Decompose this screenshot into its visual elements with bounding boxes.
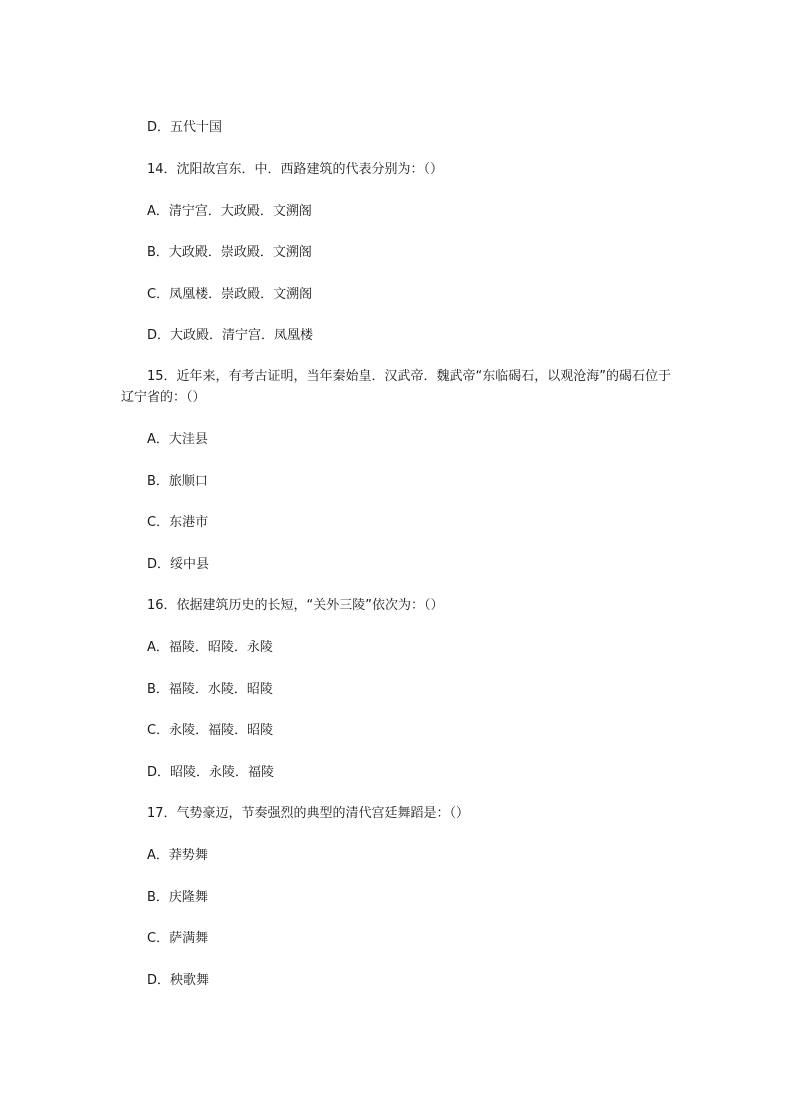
q15-question: 15．近年来，有考古证明，当年秦始皇．汉武帝．魏武帝“东临碣石，以观沧海”的碣石位于辽宁省的：（） — [121, 369, 672, 405]
q15-option-b: B．旅顺口 — [147, 474, 208, 489]
q14-option-b: B．大政殿．崇政殿．文溯阁 — [147, 245, 312, 260]
q14-option-a: A．清宁宫．大政殿．文溯阁 — [147, 204, 312, 219]
q17-option-c: C．萨满舞 — [147, 931, 209, 946]
q16-question: 16．依据建筑历史的长短，“关外三陵”依次为：（） — [147, 598, 444, 613]
q16-option-a: A．福陵．昭陵．永陵 — [147, 640, 273, 655]
q17-question: 17．气势豪迈，节奏强烈的典型的清代宫廷舞蹈是：（） — [147, 806, 470, 821]
q16-option-c: C．永陵．福陵．昭陵 — [147, 723, 274, 738]
q15-option-a: A．大洼县 — [147, 432, 208, 447]
q15-option-d: D．绥中县 — [147, 557, 210, 572]
q16-option-d: D．昭陵．永陵．福陵 — [147, 765, 275, 780]
q14-option-d: D．大政殿．清宁宫．凤凰楼 — [147, 328, 314, 343]
q15-option-c: C．东港市 — [147, 515, 209, 530]
q14-option-c: C．凤凰楼．崇政殿．文溯阁 — [147, 287, 313, 302]
q16-option-b: B．福陵．水陵．昭陵 — [147, 682, 273, 697]
q17-option-d: D．秧歌舞 — [147, 973, 210, 988]
q17-option-a: A．莽势舞 — [147, 848, 208, 863]
q13-option-d: D．五代十国 — [147, 120, 223, 135]
q14-question: 14．沈阳故宫东．中．西路建筑的代表分别为：（） — [147, 162, 444, 177]
q17-option-b: B．庆隆舞 — [147, 890, 208, 905]
